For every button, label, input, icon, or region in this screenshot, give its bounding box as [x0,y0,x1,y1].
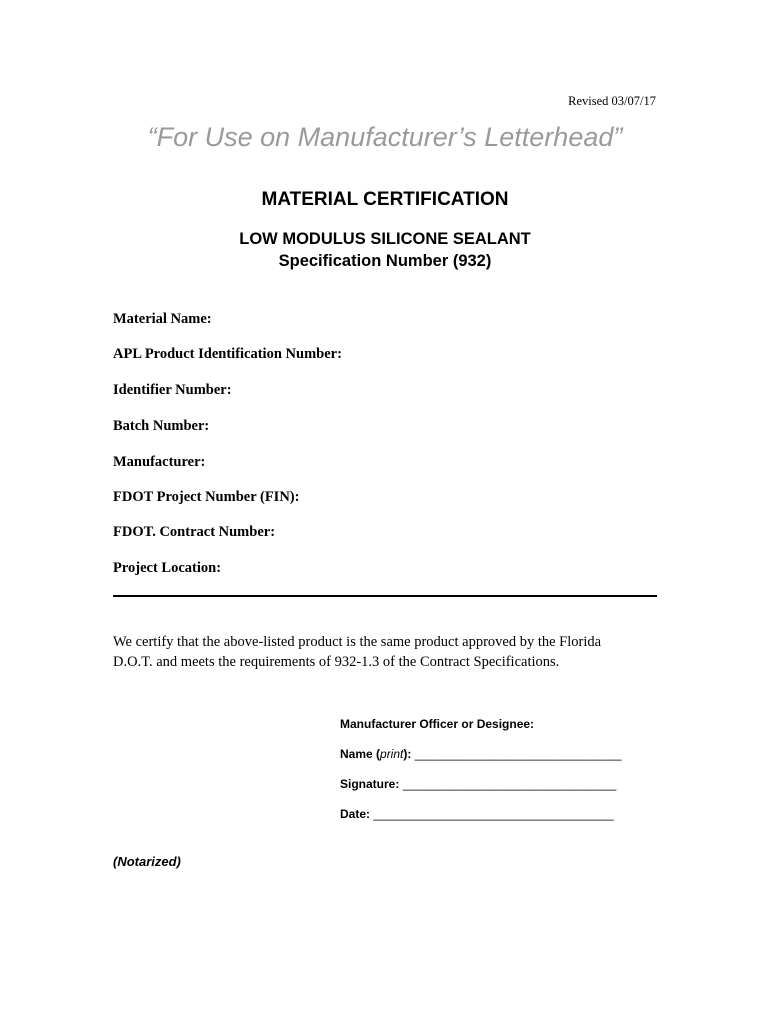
field-fdot-contract-number: FDOT. Contract Number: [113,524,276,540]
name-print-field[interactable] [340,747,622,761]
field-project-location: Project Location: [113,560,222,576]
name-label-print: print [380,747,404,761]
date-label: Date: [340,807,371,821]
certification-statement [113,632,673,672]
document-title: MATERIAL CERTIFICATION [261,189,509,210]
revised-date: Revised 03/07/17 [568,94,656,108]
specification-number: Specification Number (932) [278,252,492,270]
signature-label: Signature: [340,777,400,791]
notarized-note: (Notarized) [113,854,181,869]
field-identifier-number: Identifier Number: [113,382,232,398]
field-material-name: Material Name: [113,311,212,327]
signature-field[interactable] [340,777,616,791]
letterhead-placeholder: “For Use on Manufacturer’s Letterhead” [147,122,623,152]
signature-heading: Manufacturer Officer or Designee: [340,717,535,731]
certification-line-1: We certify that the above-listed product is the same product approved by the Florida [113,634,602,650]
field-batch-number: Batch Number: [113,418,210,434]
product-title: LOW MODULUS SILICONE SEALANT [239,230,531,248]
date-field[interactable] [340,807,614,821]
name-label-start: Name ( [340,747,381,761]
field-fdot-project-number: FDOT Project Number (FIN): [113,489,300,505]
signature-blank-line[interactable]: ________________________________ [402,777,617,791]
field-manufacturer: Manufacturer: [113,454,206,470]
field-apl-product-id: APL Product Identification Number: [113,346,342,362]
date-blank-line[interactable]: ____________________________________ [373,807,614,821]
horizontal-divider [113,595,657,597]
name-label-end: ): [403,747,412,761]
certification-line-2: D.O.T. and meets the requirements of 932-1.3 of the Contract Specifications. [113,654,560,670]
name-blank-line[interactable]: _______________________________ [414,747,622,761]
